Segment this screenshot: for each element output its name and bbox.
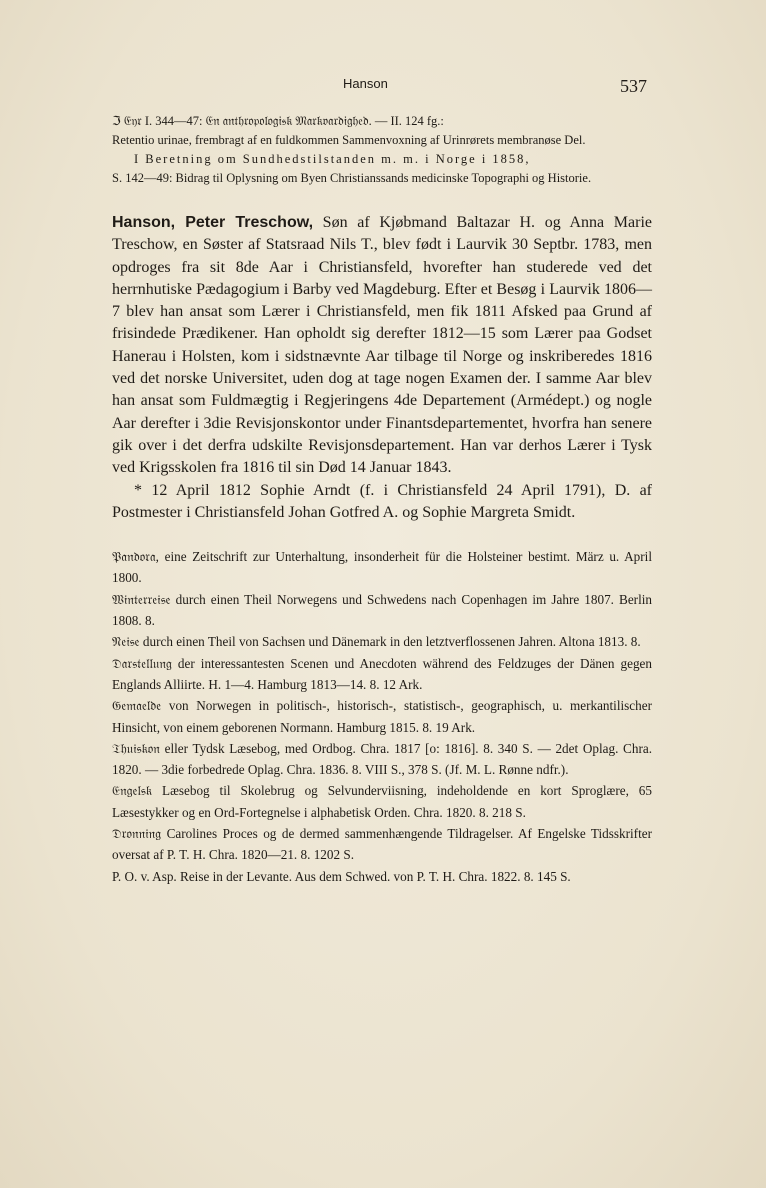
- continuation-line-4: S. 142—49: Bidrag til Oplysning om Byen Christianssands medicinske Topographi og Historie.: [112, 171, 592, 185]
- page-number: 537: [620, 76, 647, 96]
- entry-text: Søn af Kjøbmand Baltazar H. og Anna Marie Treschow, en Søster af Statsraad Nils T., blev født i Laurvik 30 Septbr. 1783, men opdroges fra sit 8de Aar i Christiansfeld, hvorefter han studerede ved det herrnhutiske Pædagogium i Barby ved Magdeburg. Efter et Besøg i Laurvik 1806—7 blev han ansat som Lærer i Christiansfeld, men fik 1811 Afsked paa Grund af frisindede Prædikener. Han opholdt sig derefter 1812—15 som Lærer paa Godset Hanerau i Holsten, kom i sidstnævnte Aar tilbage til Norge og inskriberedes 1816 ved det norske Universitet, uden dog at tage nogen Examen der. I samme Aar blev han ansat som Fuldmægtig i Regjeringens 4de Departement (Armédept.) og nogle Aar derefter i 3die Revisjonskontor under Finantsdepartementet, hvorfra han senere gik over i det derfra udskilte Revisjonsdepartement. Han var derhos Lærer i Tysk ved Krigsskolen fra 1816 til sin Død 14 Januar 1843.: [112, 214, 653, 477]
- continuation-line-1: ℑ 𝔈𝔶𝔯 I. 344—47: 𝔈𝔫 𝔞𝔫𝔱𝔥𝔯𝔬𝔭𝔬𝔩𝔬𝔤𝔦𝔰𝔨 𝔐𝔞𝔯𝔨𝔳𝔞𝔯𝔡𝔦𝔤𝔥𝔢𝔡. — II. 124 fg.:: [112, 114, 444, 128]
- continuation-line-3: I Beretning om Sundhedstilstanden m. m. i Norge i 1858,: [134, 152, 531, 166]
- page-header: [0, 76, 766, 96]
- entry-name: Hanson, Peter Treschow,: [112, 214, 314, 231]
- bibliography-item: 𝔊𝔢𝔪𝔞𝔢𝔩𝔡𝔢 von Norwegen in politisch-, historisch-, statistisch-, geographisch, u. merkantilischer Hinsicht, von einem geborenen Normann. Hamburg 1815. 8. 19 Ark.: [112, 698, 652, 735]
- bibliography-item: 𝔇𝔯𝔬𝔫𝔫𝔦𝔫𝔤 Carolines Proces og de dermed sammenhængende Tildragelser. Af Engelske Tidsskrifter oversat af P. T. H. Chra. 1820—21. 8. 1202 S.: [112, 826, 652, 863]
- bibliography-item: 𝔑𝔢𝔦𝔰𝔢 durch einen Theil von Sachsen und Dänemark in den letztverflossenen Jahren. Altona 1813. 8.: [112, 634, 641, 650]
- marriage-note: * 12 April 1812 Sophie Arndt (f. i Christiansfeld 24 April 1791), D. af Postmester i Christiansfeld Johan Gotfred A. og Sophie Margreta Smidt.: [112, 481, 652, 521]
- bibliography: [112, 546, 652, 887]
- page-body: [112, 112, 652, 887]
- bibliography-item: 𝔈𝔫𝔤𝔢𝔩𝔰𝔨 Læsebog til Skolebrug og Selvunderviisning, indeholdende en kort Sproglære, 65 Læsestykker og en Ord-Fortegnelse i alphabetisk Orden. Chra. 1820. 8. 218 S.: [112, 783, 652, 820]
- running-head: Hanson: [343, 76, 388, 91]
- bibliography-item: P. O. v. Asp. Reise in der Levante. Aus dem Schwed. von P. T. H. Chra. 1822. 8. 145 S.: [112, 868, 571, 884]
- continuation-line-2: Retentio urinae, frembragt af en fuldkommen Sammenvoxning af Urinrørets membranøse Del.: [112, 133, 586, 147]
- biography-entry: [112, 212, 652, 524]
- bibliography-item: 𝔇𝔞𝔯𝔰𝔱𝔢𝔩𝔩𝔲𝔫𝔤 der interessantesten Scenen und Anecdoten während des Feldzuges der Dänen gegen Englands Alliirte. H. 1—4. Hamburg 1813—14. 8. 12 Ark.: [112, 655, 652, 692]
- bibliography-item: 𝔓𝔞𝔫𝔡𝔬𝔯𝔞, eine Zeitschrift zur Unterhaltung, insonderheit für die Holsteiner bestimt. März u. April 1800.: [112, 549, 652, 586]
- bibliography-item: 𝔚𝔦𝔫𝔱𝔢𝔯𝔯𝔢𝔦𝔰𝔢 durch einen Theil Norwegens und Schwedens nach Copenhagen im Jahre 1807. Berlin 1808. 8.: [112, 591, 652, 629]
- previous-entry-continuation: [112, 112, 652, 188]
- bibliography-item: 𝔗𝔥𝔲𝔦𝔰𝔨𝔬𝔫 eller Tydsk Læsebog, med Ordbog. Chra. 1817 [o: 1816]. 8. 340 S. — 2det Oplag. Chra. 1820. — 3die forbedrede Oplag. Chra. 1836. 8. VIII S., 378 S. (Jf. M. L. Rønne ndfr.).: [112, 740, 652, 778]
